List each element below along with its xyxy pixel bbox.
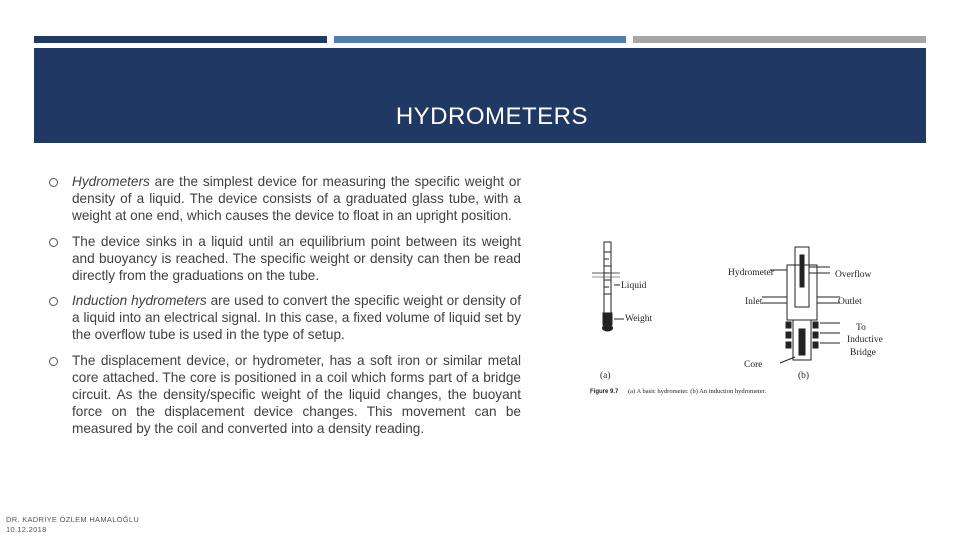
induction-hydrometer-drawing [762, 247, 840, 363]
bullet-item [46, 293, 521, 344]
bullet-lead: Induction hydrometers [72, 293, 207, 309]
accent-bar-blue [334, 36, 626, 43]
footer [6, 515, 139, 535]
accent-bar-dark [34, 36, 327, 43]
bullet-circle-icon [49, 178, 58, 187]
label-inductive: Inductive [847, 335, 883, 345]
label-part-b: (b) [798, 371, 810, 381]
bullet-item [46, 174, 521, 225]
bullet-text: The displacement device, or hydrometer, has a soft iron or similar metal core attached. The core is positioned in a coil which forms part of a bridge circuit. As the density/specific weight of the liquid changes, the buoyant force on the displacement device changes. This movement can be measured by the coil and converted into a density reading. [72, 353, 521, 436]
caption-number: Figure 9.7 [590, 389, 619, 395]
label-bridge: Bridge [850, 348, 876, 358]
title-banner [34, 48, 926, 143]
bullet-item [46, 353, 521, 438]
label-part-a: (a) [600, 371, 611, 381]
hydrometer-figure [590, 237, 890, 402]
label-hydrometer: Hydrometer [728, 268, 774, 278]
footer-author: DR. KADRİYE ÖZLEM HAMALOĞLU [6, 515, 140, 524]
label-core: Core [744, 360, 763, 370]
label-liquid: Liquid [621, 281, 647, 291]
label-to: To [856, 323, 866, 333]
bullet-list [46, 174, 521, 447]
bullet-item [46, 234, 521, 285]
bullet-circle-icon [49, 297, 58, 306]
bullet-circle-icon [49, 357, 58, 366]
hydrometer-diagram [590, 237, 890, 402]
label-weight: Weight [625, 314, 653, 324]
bullet-lead: Hydrometers [72, 174, 150, 189]
label-overflow: Overflow [835, 270, 872, 280]
label-outlet: Outlet [838, 297, 862, 307]
basic-hydrometer-drawing [592, 242, 624, 331]
slide-title: HYDROMETERS [395, 103, 588, 130]
footer-date: 10.12.2018 [6, 525, 47, 534]
label-inlet: Inlet [745, 297, 763, 307]
caption-text: (a) A basic hydrometer. (b) An induction hydrometer. [628, 388, 767, 395]
bullet-text: are used to convert the specific weight or density of a liquid into an electrical signal. In this case, a fixed volume of liquid set by the overflow tube is used in the type of setup. [72, 293, 521, 343]
bullet-text: are the simplest device for measuring the specific weight or density of a liquid. The device consists of a graduated glass tube, with a weight at one end, which causes the device to float in an upright position. [72, 174, 521, 223]
bullet-circle-icon [49, 238, 58, 247]
accent-bar-gray [633, 36, 926, 43]
bullet-text: The device sinks in a liquid until an equilibrium point between its weight and buoyancy is reached. The specific weight or density can then be read directly from the graduations on the tube. [72, 233, 521, 283]
